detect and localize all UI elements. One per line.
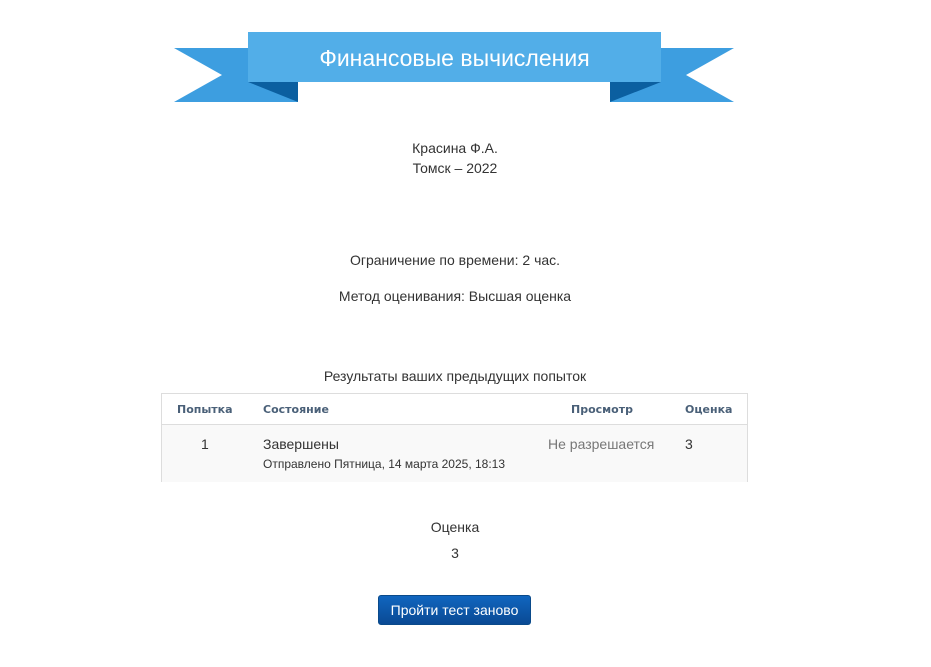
attempt-review: Не разрешается: [548, 436, 655, 452]
retry-quiz-button[interactable]: Пройти тест заново: [378, 595, 531, 625]
column-header-state: Состояние: [263, 403, 329, 416]
results-heading: Результаты ваших предыдущих попыток: [323, 368, 587, 384]
author-name: Красина Ф.А.: [412, 140, 498, 156]
final-grade-label: Оценка: [430, 519, 480, 535]
time-limit: Ограничение по времени: 2 час.: [349, 252, 561, 268]
final-grade-value: 3: [451, 545, 459, 561]
attempts-table: [161, 393, 748, 482]
attempt-grade: 3: [685, 436, 693, 452]
title-banner: [174, 32, 734, 102]
column-header-grade: Оценка: [685, 403, 733, 416]
attempt-number: 1: [201, 436, 209, 452]
author-city-year: Томск – 2022: [412, 160, 498, 176]
table-row: [162, 424, 747, 482]
attempt-state: Завершены: [263, 436, 339, 452]
attempt-submitted: Отправлено Пятница, 14 марта 2025, 18:13: [263, 457, 506, 471]
column-header-attempt: Попытка: [177, 403, 233, 416]
course-title: Финансовые вычисления: [319, 45, 590, 71]
column-header-review: Просмотр: [571, 403, 633, 416]
grading-method: Метод оценивания: Высшая оценка: [338, 288, 572, 304]
